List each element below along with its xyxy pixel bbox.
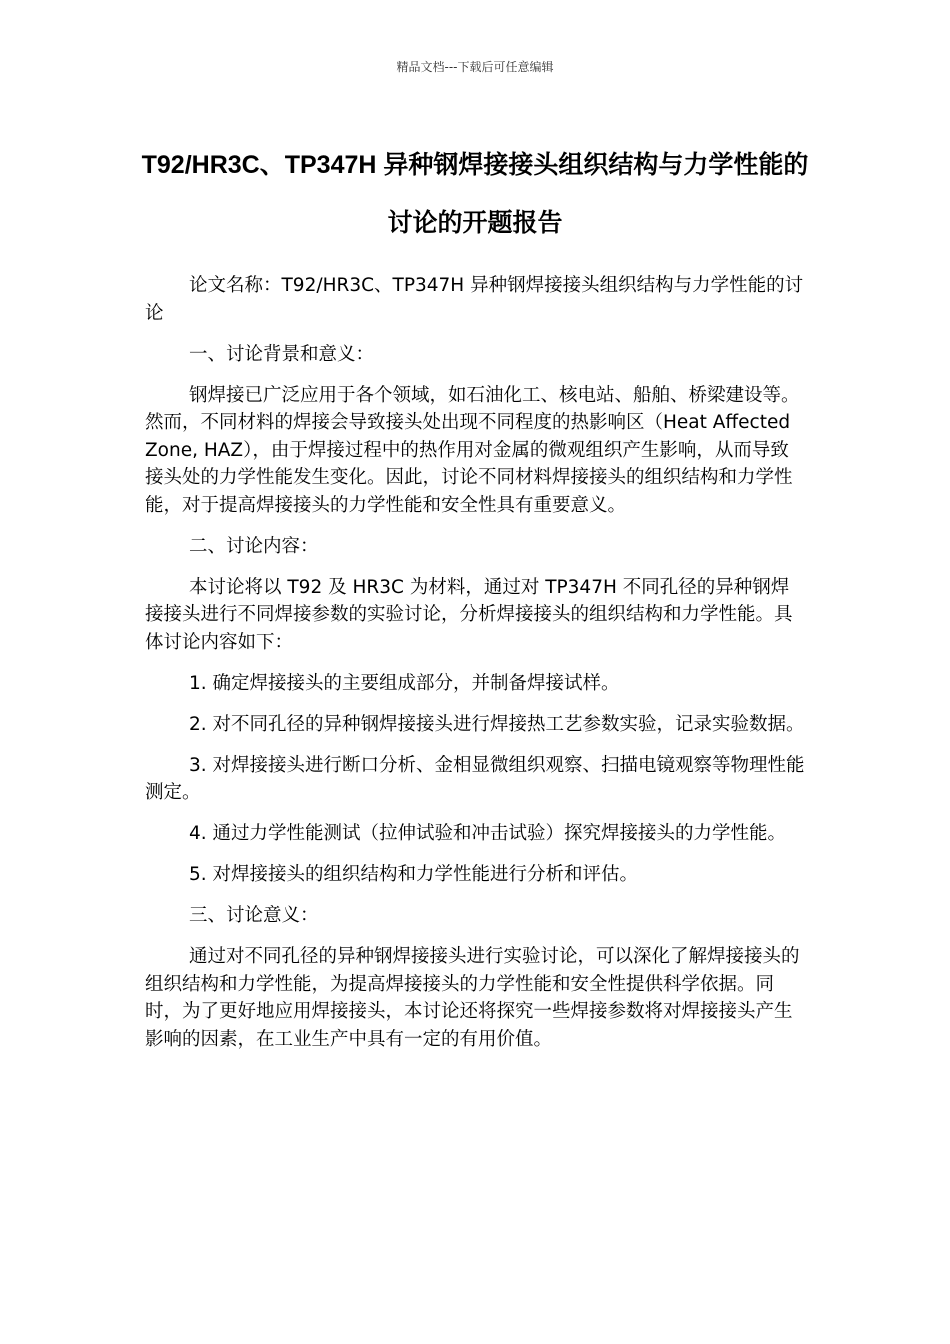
- list-item: 2. 对不同孔径的异种钢焊接接头进行焊接热工艺参数实验，记录实验数据。: [189, 713, 805, 735]
- list-item: 5. 对焊接接头的组织结构和力学性能进行分析和评估。: [189, 864, 639, 885]
- significance-paragraph: 通过对不同孔径的异种钢焊接接头进行实验讨论，可以深化了解焊接接头的组织结构和力学性能，为提高焊接接头的力学性能和安全性提供科学依据。同时，为了更好地应用焊接接头，本讨论还将探究一些焊接参数将对焊接接头产生影响的因素，在工业生产中具有一定的有用价值。: [145, 946, 800, 1050]
- content-intro-paragraph: 本讨论将以 T92 及 HR3C 为材料，通过对 TP347H 不同孔径的异种钢焊接接头进行不同焊接参数的实验讨论，分析焊接接头的组织结构和力学性能。具体讨论内容如下：: [145, 576, 793, 653]
- thesis-name-paragraph: 论文名称：T92/HR3C、TP347H 异种钢焊接接头组织结构与力学性能的讨论: [145, 275, 804, 324]
- list-item: 4. 通过力学性能测试（拉伸试验和冲击试验）探究焊接接头的力学性能。: [189, 823, 787, 844]
- section-heading-significance: 三、讨论意义：: [189, 905, 319, 926]
- section-heading-background: 一、讨论背景和意义：: [189, 343, 375, 365]
- list-item: 3. 对焊接接头进行断口分析、金相显微组织观察、扫描电镜观察等物理性能测定。: [145, 754, 805, 803]
- header-note: 精品文档---下载后可任意编辑: [396, 60, 554, 74]
- document-body: [145, 272, 805, 1067]
- document-title: T92/HR3C、TP347H 异种钢焊接接头组织结构与力学性能的讨论的开题报告: [141, 151, 809, 237]
- background-paragraph: 钢焊接已广泛应用于各个领域，如石油化工、核电站、船舶、桥梁建设等。然而，不同材料的焊接会导致接头处出现不同程度的热影响区（Heat Affected Zone, HAZ），由于焊接过程中的热作用对金属的微观组织产生影响，从而导致接头处的力学性能发生变化。因此，讨论不同材料焊接接头的组织结构和力学性能，对于提高焊接接头的力学性能和安全性具有重要意义。: [145, 384, 800, 516]
- section-heading-content: 二、讨论内容：: [189, 535, 319, 557]
- list-item: 1. 确定焊接接头的主要组成部分，并制备焊接试样。: [189, 672, 620, 694]
